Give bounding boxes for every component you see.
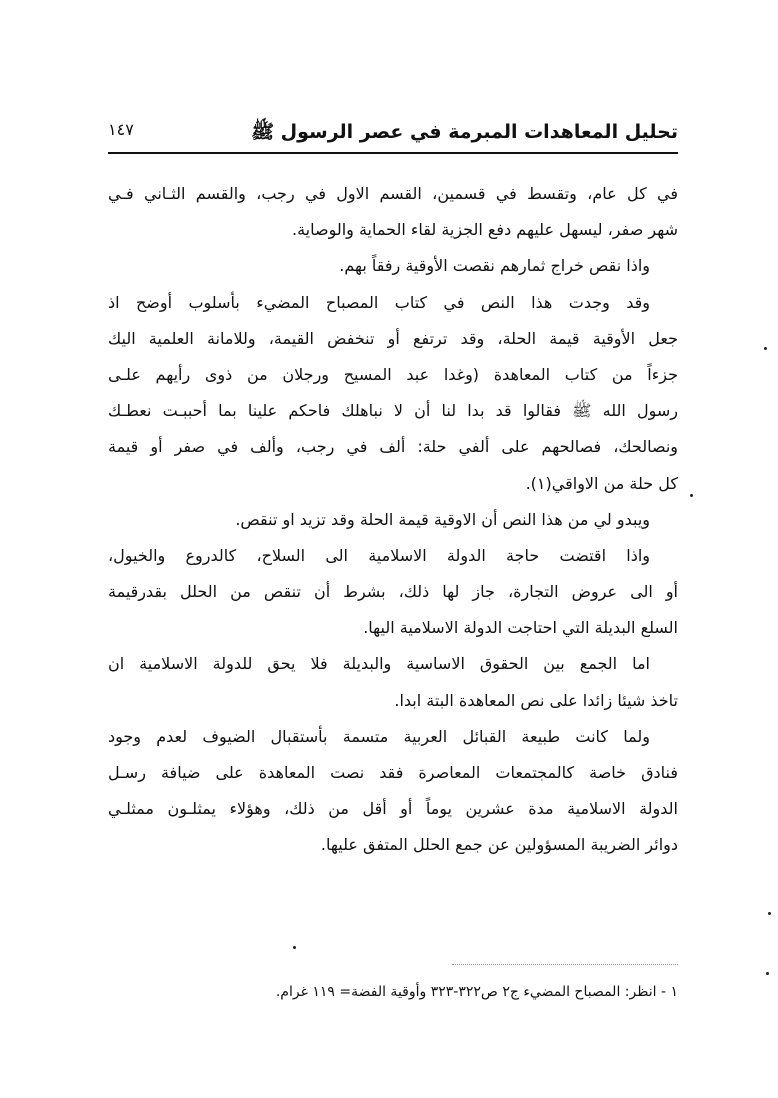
text-line: رسول الله ﷺ فقالوا قد بدا لنا أن لا نباهلك فاحكم علينا بما أحببـت نعطـك	[108, 401, 678, 421]
body-text	[108, 176, 678, 864]
text-line: اما الجمع بين الحقوق الاساسية والبديلة فلا يحق للدولة الاسلامية ان	[108, 654, 650, 674]
footnote: ١ - انظر: المصباح المضيء ج٢ ص٣٢٢-٣٢٣ وأوقية الفضة= ١١٩ غرام.	[275, 984, 678, 1000]
scan-speck	[293, 946, 296, 949]
scan-speck	[768, 912, 771, 915]
text-line: في كل عام، وتقسط في قسمين، القسم الاول في رجب، والقسم الثـاني فـي	[108, 184, 678, 203]
text-line: تاخذ شيئا زائدا على نص المعاهدة البتة ابدا.	[394, 690, 678, 710]
header-divider	[108, 152, 678, 154]
text-line: جعل الأوقية قيمة الحلة، وقد ترتفع أو تنخفض القيمة، وللامانة العلمية اليك	[108, 328, 678, 348]
text-line: دوائر الضريبة المسؤولين عن جمع الحلل المتفق عليها.	[320, 835, 678, 855]
text-line: شهر صفر، ليسهل عليهم دفع الجزية لقاء الحماية والوصاية.	[292, 220, 678, 240]
page-number: ١٤٧	[108, 120, 134, 139]
text-line: فنادق خاصة كالمجتمعات المعاصرة فقد نصت المعاهدة على ضيافة رسـل	[108, 763, 678, 782]
text-line: الدولة الاسلامية مدة عشرين يوماً أو أقل من ذلك، وهؤلاء يمثلـون ممثلـي	[108, 799, 678, 819]
scan-speck	[690, 494, 693, 497]
text-line: السلع البديلة التي احتاجت الدولة الاسلامية اليها.	[363, 618, 678, 638]
scan-speck	[764, 347, 767, 350]
text-line: أو الى عروض التجارة، جاز لها ذلك، بشرط أن تنقص من الحلل بقدرقيمة	[108, 582, 678, 602]
text-line: ويبدو لي من هذا النص أن الاوقية قيمة الحلة وقد تزيد او تنقص.	[235, 509, 650, 529]
text-line: جزءاً من كتاب المعاهدة (وغدا عبد المسيح ورجلان من ذوى رأيهم علـى	[108, 364, 678, 384]
text-line: ولما كانت طبيعة القبائل العربية متسمة بأستقبال الضيوف لعدم وجود	[108, 726, 650, 746]
text-line: واذا اقتضت حاجة الدولة الاسلامية الى السلاح، كالدروع والخيول،	[108, 545, 650, 565]
header-title: تحليل المعاهدات المبرمة في عصر الرسول ﷺ	[251, 121, 678, 143]
text-line: واذا نقص خراج ثمارهم نقصت الأوقية رفقاً بهم.	[339, 256, 650, 276]
running-header	[108, 116, 678, 150]
text-line: كل حلة من الاواقي(١).	[525, 473, 678, 493]
text-line: ونصالحك، فصالحهم على ألفي حلة: ألف في رجب، وألف في صفر أو قيمة	[108, 437, 678, 457]
text-line: وقد وجدت هذا النص في كتاب المصباح المضيء بأسلوب أوضح اذ	[108, 292, 650, 312]
footnote-divider	[452, 964, 678, 965]
scan-speck	[766, 972, 769, 975]
